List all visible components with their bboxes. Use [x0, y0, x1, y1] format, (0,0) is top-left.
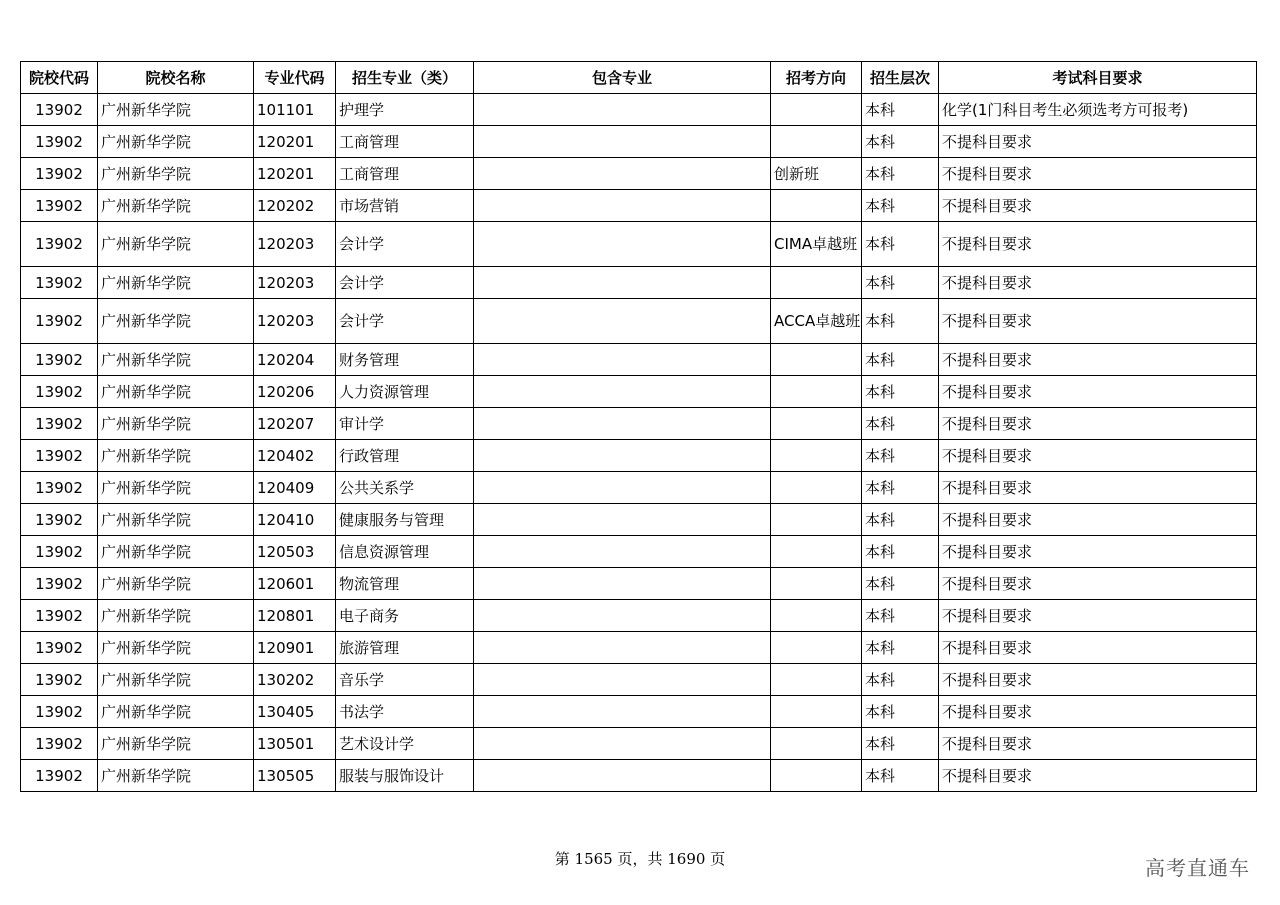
cell-requirement: 不提科目要求: [939, 696, 1257, 728]
cell-level: 本科: [862, 536, 939, 568]
cell-requirement: 不提科目要求: [939, 664, 1257, 696]
cell-requirement: 不提科目要求: [939, 536, 1257, 568]
cell-direction: [771, 600, 862, 632]
cell-includes: [474, 158, 771, 190]
cell-direction: [771, 190, 862, 222]
cell-requirement: 不提科目要求: [939, 190, 1257, 222]
cell-level: 本科: [862, 600, 939, 632]
cell-includes: [474, 126, 771, 158]
cell-requirement: 不提科目要求: [939, 600, 1257, 632]
cell-school-name: 广州新华学院: [98, 600, 254, 632]
cell-school-name: 广州新华学院: [98, 190, 254, 222]
cell-major: 会计学: [336, 222, 474, 267]
cell-school-name: 广州新华学院: [98, 299, 254, 344]
cell-school-name: 广州新华学院: [98, 728, 254, 760]
cell-school-code: 13902: [21, 536, 98, 568]
cell-level: 本科: [862, 760, 939, 792]
header-includes: 包含专业: [474, 62, 771, 94]
cell-major-code: 120202: [254, 190, 336, 222]
cell-level: 本科: [862, 126, 939, 158]
cell-major: 信息资源管理: [336, 536, 474, 568]
header-direction: 招考方向: [771, 62, 862, 94]
cell-major-code: 120503: [254, 536, 336, 568]
cell-school-code: 13902: [21, 632, 98, 664]
cell-level: 本科: [862, 504, 939, 536]
cell-major: 护理学: [336, 94, 474, 126]
cell-direction: [771, 376, 862, 408]
cell-major-code: 130202: [254, 664, 336, 696]
cell-school-code: 13902: [21, 344, 98, 376]
cell-major: 音乐学: [336, 664, 474, 696]
cell-requirement: 不提科目要求: [939, 299, 1257, 344]
cell-includes: [474, 408, 771, 440]
cell-major-code: 120601: [254, 568, 336, 600]
table-row: [21, 760, 1257, 792]
cell-major-code: 120203: [254, 267, 336, 299]
cell-includes: [474, 760, 771, 792]
cell-includes: [474, 664, 771, 696]
cell-requirement: 不提科目要求: [939, 472, 1257, 504]
cell-direction: [771, 696, 862, 728]
cell-school-name: 广州新华学院: [98, 267, 254, 299]
page-number: 第 1565 页，共 1690 页: [554, 850, 726, 868]
cell-direction: [771, 568, 862, 600]
header-school-name: 院校名称: [98, 62, 254, 94]
cell-includes: [474, 94, 771, 126]
cell-direction: [771, 94, 862, 126]
cell-school-code: 13902: [21, 408, 98, 440]
cell-major: 艺术设计学: [336, 728, 474, 760]
table-header-row: [21, 62, 1257, 94]
cell-major: 公共关系学: [336, 472, 474, 504]
cell-direction: [771, 408, 862, 440]
cell-school-name: 广州新华学院: [98, 504, 254, 536]
cell-major: 物流管理: [336, 568, 474, 600]
cell-school-code: 13902: [21, 267, 98, 299]
cell-direction: [771, 126, 862, 158]
cell-school-name: 广州新华学院: [98, 664, 254, 696]
cell-direction: 创新班: [771, 158, 862, 190]
cell-requirement: 不提科目要求: [939, 632, 1257, 664]
cell-school-name: 广州新华学院: [98, 568, 254, 600]
cell-major: 电子商务: [336, 600, 474, 632]
cell-major-code: 120409: [254, 472, 336, 504]
cell-major: 行政管理: [336, 440, 474, 472]
cell-direction: [771, 504, 862, 536]
cell-includes: [474, 344, 771, 376]
cell-school-name: 广州新华学院: [98, 632, 254, 664]
cell-school-name: 广州新华学院: [98, 696, 254, 728]
table-row: [21, 632, 1257, 664]
cell-requirement: 不提科目要求: [939, 267, 1257, 299]
cell-requirement: 不提科目要求: [939, 158, 1257, 190]
cell-includes: [474, 504, 771, 536]
cell-includes: [474, 376, 771, 408]
cell-major: 会计学: [336, 299, 474, 344]
cell-major: 人力资源管理: [336, 376, 474, 408]
cell-requirement: 不提科目要求: [939, 376, 1257, 408]
cell-major: 旅游管理: [336, 632, 474, 664]
cell-school-code: 13902: [21, 696, 98, 728]
cell-school-name: 广州新华学院: [98, 94, 254, 126]
cell-major-code: 120203: [254, 299, 336, 344]
cell-school-name: 广州新华学院: [98, 222, 254, 267]
cell-level: 本科: [862, 696, 939, 728]
cell-includes: [474, 568, 771, 600]
table-row: [21, 664, 1257, 696]
cell-direction: [771, 536, 862, 568]
cell-school-code: 13902: [21, 600, 98, 632]
cell-major-code: 120410: [254, 504, 336, 536]
cell-includes: [474, 536, 771, 568]
cell-school-name: 广州新华学院: [98, 472, 254, 504]
cell-level: 本科: [862, 728, 939, 760]
cell-major-code: 120402: [254, 440, 336, 472]
cell-level: 本科: [862, 222, 939, 267]
cell-school-name: 广州新华学院: [98, 344, 254, 376]
cell-major: 服装与服饰设计: [336, 760, 474, 792]
table-row: [21, 376, 1257, 408]
cell-direction: [771, 760, 862, 792]
cell-requirement: 不提科目要求: [939, 126, 1257, 158]
admission-table: [20, 61, 1257, 792]
table-row: [21, 504, 1257, 536]
cell-includes: [474, 267, 771, 299]
cell-major-code: 120801: [254, 600, 336, 632]
cell-level: 本科: [862, 267, 939, 299]
cell-major-code: 101101: [254, 94, 336, 126]
cell-major-code: 120207: [254, 408, 336, 440]
table-row: [21, 299, 1257, 344]
cell-school-code: 13902: [21, 94, 98, 126]
cell-level: 本科: [862, 472, 939, 504]
cell-level: 本科: [862, 632, 939, 664]
cell-requirement: 不提科目要求: [939, 408, 1257, 440]
cell-school-name: 广州新华学院: [98, 126, 254, 158]
cell-direction: CIMA卓越班: [771, 222, 862, 267]
cell-major: 会计学: [336, 267, 474, 299]
cell-includes: [474, 728, 771, 760]
cell-direction: [771, 344, 862, 376]
header-major: 招生专业（类）: [336, 62, 474, 94]
cell-requirement: 不提科目要求: [939, 760, 1257, 792]
cell-includes: [474, 222, 771, 267]
cell-school-code: 13902: [21, 126, 98, 158]
cell-major-code: 120204: [254, 344, 336, 376]
cell-requirement: 不提科目要求: [939, 504, 1257, 536]
cell-major-code: 120203: [254, 222, 336, 267]
cell-direction: [771, 440, 862, 472]
cell-direction: [771, 267, 862, 299]
cell-major-code: 130505: [254, 760, 336, 792]
cell-level: 本科: [862, 344, 939, 376]
cell-direction: [771, 632, 862, 664]
cell-major-code: 120201: [254, 126, 336, 158]
cell-school-name: 广州新华学院: [98, 408, 254, 440]
cell-school-name: 广州新华学院: [98, 158, 254, 190]
cell-level: 本科: [862, 94, 939, 126]
cell-school-code: 13902: [21, 299, 98, 344]
table-row: [21, 94, 1257, 126]
table-row: [21, 126, 1257, 158]
cell-level: 本科: [862, 299, 939, 344]
cell-school-code: 13902: [21, 760, 98, 792]
cell-requirement: 化学(1门科目考生必须选考方可报考): [939, 94, 1257, 126]
cell-includes: [474, 600, 771, 632]
cell-school-name: 广州新华学院: [98, 376, 254, 408]
cell-school-code: 13902: [21, 568, 98, 600]
cell-requirement: 不提科目要求: [939, 440, 1257, 472]
header-school-code: 院校代码: [21, 62, 98, 94]
header-major-code: 专业代码: [254, 62, 336, 94]
cell-level: 本科: [862, 190, 939, 222]
cell-major-code: 130501: [254, 728, 336, 760]
cell-includes: [474, 472, 771, 504]
cell-level: 本科: [862, 664, 939, 696]
cell-level: 本科: [862, 158, 939, 190]
table-row: [21, 344, 1257, 376]
cell-major-code: 120206: [254, 376, 336, 408]
cell-level: 本科: [862, 408, 939, 440]
cell-level: 本科: [862, 568, 939, 600]
cell-school-code: 13902: [21, 440, 98, 472]
cell-direction: [771, 472, 862, 504]
cell-school-name: 广州新华学院: [98, 536, 254, 568]
cell-school-code: 13902: [21, 472, 98, 504]
table-row: [21, 190, 1257, 222]
header-requirement: 考试科目要求: [939, 62, 1257, 94]
cell-includes: [474, 440, 771, 472]
table-row: [21, 222, 1257, 267]
cell-direction: [771, 728, 862, 760]
table-row: [21, 158, 1257, 190]
cell-school-name: 广州新华学院: [98, 760, 254, 792]
cell-major: 书法学: [336, 696, 474, 728]
table-row: [21, 440, 1257, 472]
table-row: [21, 728, 1257, 760]
table-row: [21, 472, 1257, 504]
cell-major: 健康服务与管理: [336, 504, 474, 536]
cell-school-code: 13902: [21, 158, 98, 190]
cell-school-code: 13902: [21, 190, 98, 222]
cell-school-name: 广州新华学院: [98, 440, 254, 472]
cell-school-code: 13902: [21, 728, 98, 760]
cell-major: 审计学: [336, 408, 474, 440]
cell-requirement: 不提科目要求: [939, 344, 1257, 376]
cell-requirement: 不提科目要求: [939, 568, 1257, 600]
cell-major: 工商管理: [336, 158, 474, 190]
cell-level: 本科: [862, 440, 939, 472]
header-level: 招生层次: [862, 62, 939, 94]
cell-school-code: 13902: [21, 222, 98, 267]
cell-direction: ACCA卓越班: [771, 299, 862, 344]
cell-requirement: 不提科目要求: [939, 222, 1257, 267]
cell-school-code: 13902: [21, 504, 98, 536]
cell-includes: [474, 190, 771, 222]
cell-level: 本科: [862, 376, 939, 408]
cell-major-code: 130405: [254, 696, 336, 728]
table-row: [21, 600, 1257, 632]
table-row: [21, 267, 1257, 299]
table-row: [21, 696, 1257, 728]
table-row: [21, 568, 1257, 600]
cell-major-code: 120901: [254, 632, 336, 664]
watermark: 高考直通车: [1145, 856, 1250, 880]
cell-includes: [474, 299, 771, 344]
cell-major: 财务管理: [336, 344, 474, 376]
cell-major-code: 120201: [254, 158, 336, 190]
cell-requirement: 不提科目要求: [939, 728, 1257, 760]
cell-major: 市场营销: [336, 190, 474, 222]
cell-major: 工商管理: [336, 126, 474, 158]
table-body: [21, 94, 1257, 792]
cell-includes: [474, 632, 771, 664]
cell-direction: [771, 664, 862, 696]
table-row: [21, 408, 1257, 440]
cell-school-code: 13902: [21, 376, 98, 408]
table-row: [21, 536, 1257, 568]
cell-school-code: 13902: [21, 664, 98, 696]
cell-includes: [474, 696, 771, 728]
